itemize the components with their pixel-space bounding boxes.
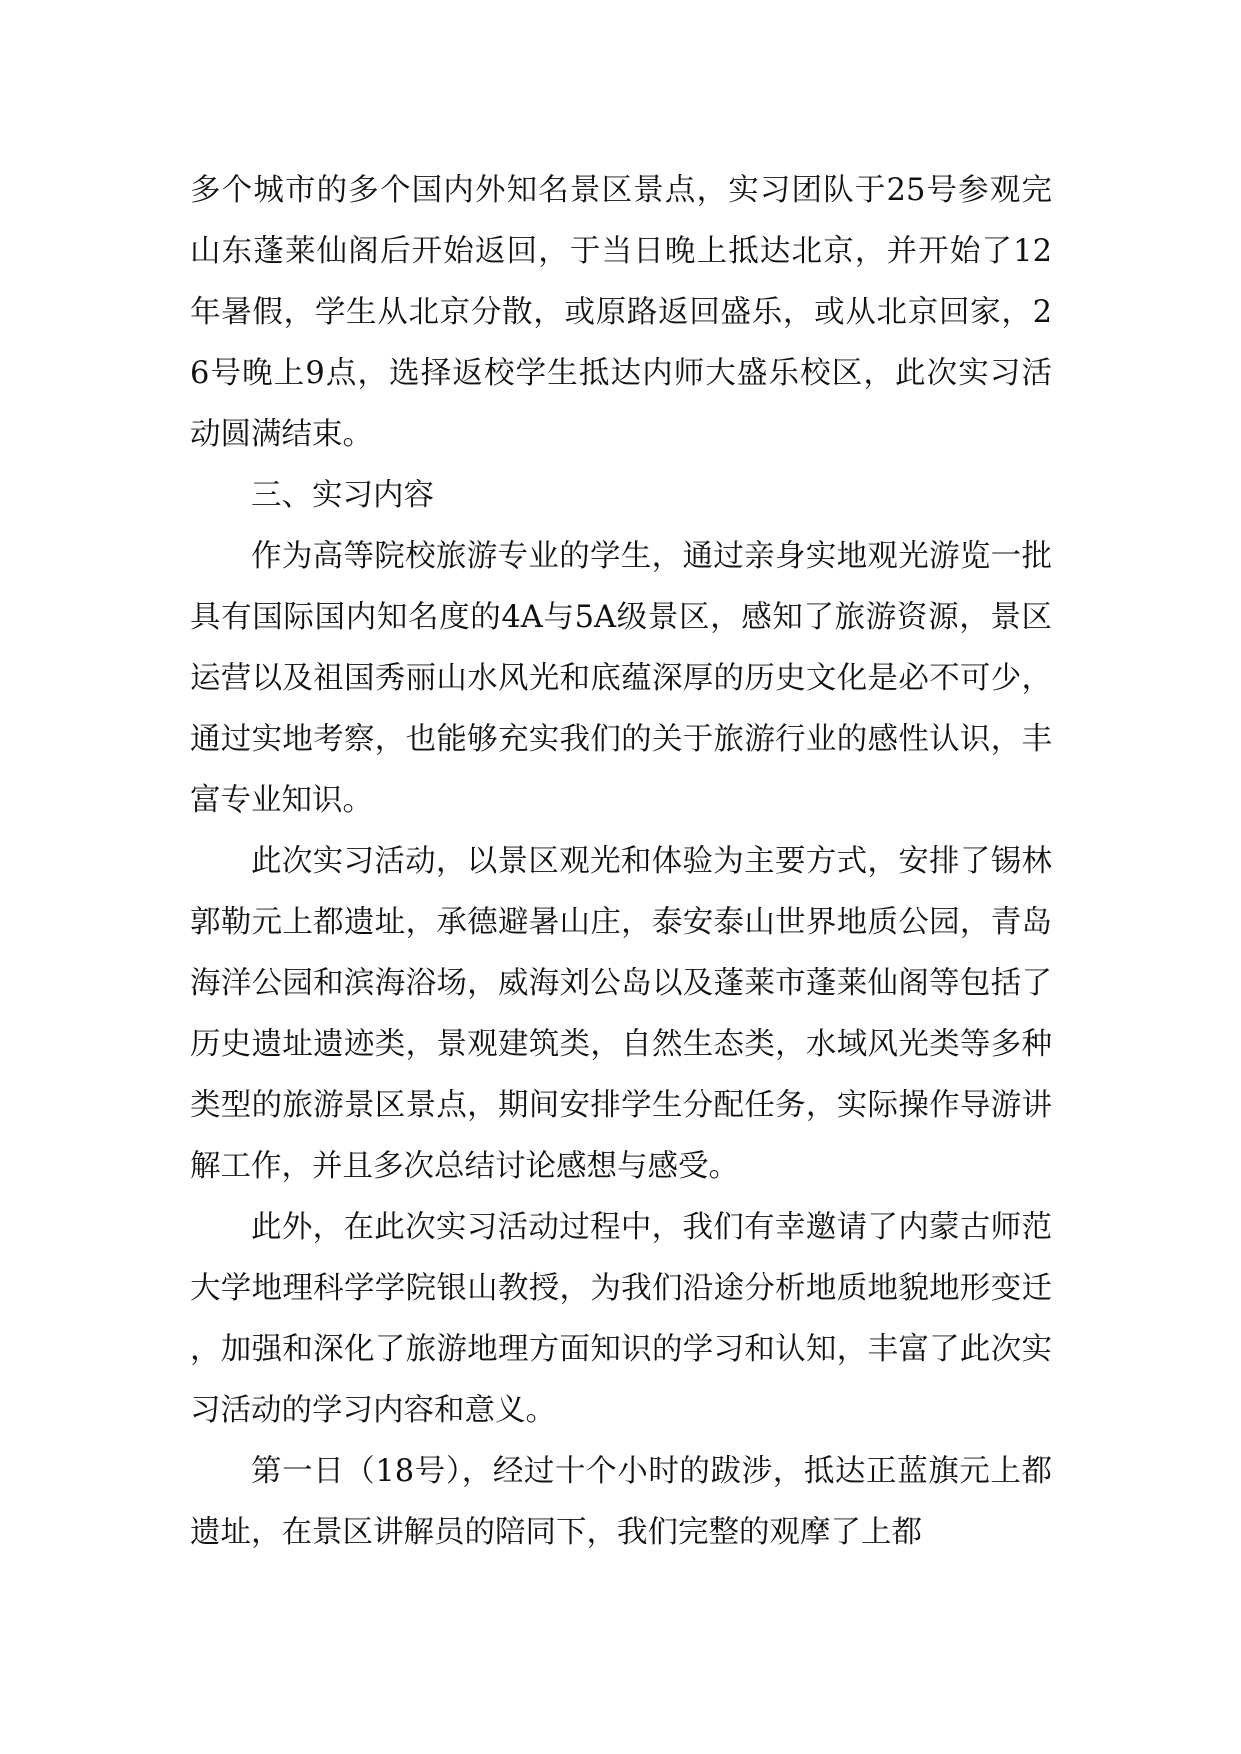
paragraph-continuation: 多个城市的多个国内外知名景区景点，实习团队于25号参观完山东蓬莱仙阁后开始返回，于当日晚上抵达北京，并开始了12年暑假，学生从北京分散，或原路返回盛乐，或从北京回家，26号晚上9点，选择返校学生抵达内师大盛乐校区，此次实习活动圆满结束。 <box>190 173 1052 452</box>
paragraph-purpose: 作为高等院校旅游专业的学生，通过亲身实地观光游览一批具有国际国内知名度的4A与5A级景区，感知了旅游资源，景区运营以及祖国秀丽山水风光和底蕴深厚的历史文化是必不可少，通过实地考察，也能够充实我们的关于旅游行业的感性认识，丰富专业知识。 <box>190 539 1052 818</box>
paragraph-day-one: 第一日（18号），经过十个小时的跋涉，抵达正蓝旗元上都遗址，在景区讲解员的陪同下，我们完整的观摩了上都 <box>190 1454 1052 1550</box>
paragraph-activities: 此次实习活动，以景区观光和体验为主要方式，安排了锡林郭勒元上都遗址，承德避暑山庄，泰安泰山世界地质公园，青岛海洋公园和滨海浴场，威海刘公岛以及蓬莱市蓬莱仙阁等包括了历史遗址遗迹类，景观建筑类，自然生态类，水域风光类等多种类型的旅游景区景点，期间安排学生分配任务，实际操作导游讲解工作，并且多次总结讨论感想与感受。 <box>190 844 1052 1184</box>
section-heading-internship-content: 三、实习内容 <box>251 478 434 513</box>
document-page <box>190 160 1052 1563</box>
paragraph-professor: 此外，在此次实习活动过程中，我们有幸邀请了内蒙古师范大学地理科学学院银山教授，为我们沿途分析地质地貌地形变迁，加强和深化了旅游地理方面知识的学习和认知，丰富了此次实习活动的学习内容和意义。 <box>190 1210 1052 1428</box>
